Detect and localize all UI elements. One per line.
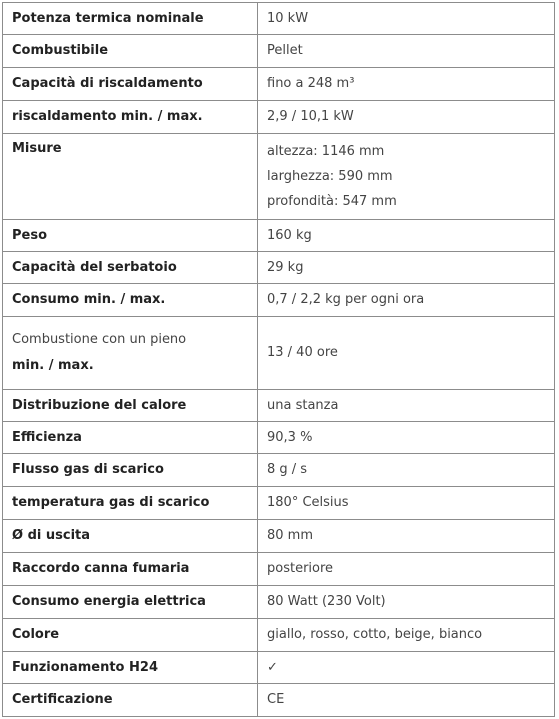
row-value: 160 kg xyxy=(258,220,555,252)
row-value: posteriore xyxy=(258,553,555,586)
table-row xyxy=(3,684,555,717)
row-value: 10 kW xyxy=(258,3,555,35)
dimension-width: larghezza: 590 mm xyxy=(267,169,393,184)
row-value: fino a 248 m³ xyxy=(258,68,555,101)
dimension-height: altezza: 1146 mm xyxy=(267,144,385,159)
row-label: Capacità del serbatoio xyxy=(3,252,258,284)
row-value: 13 / 40 ore xyxy=(258,317,555,390)
row-label: Potenza termica nominale xyxy=(3,3,258,35)
table-row xyxy=(3,252,555,284)
table-row xyxy=(3,390,555,422)
row-label: Peso xyxy=(3,220,258,252)
dimension-depth: profondità: 547 mm xyxy=(267,194,397,209)
row-value: una stanza xyxy=(258,390,555,422)
row-label: Colore xyxy=(3,619,258,652)
row-label: Distribuzione del calore xyxy=(3,390,258,422)
row-label-line1: Combustione con un pieno xyxy=(12,332,187,347)
row-label: Consumo energia elettrica xyxy=(3,586,258,619)
table-row xyxy=(3,454,555,487)
table-row xyxy=(3,68,555,101)
row-label-line2: min. / max. xyxy=(12,358,94,373)
row-value: Pellet xyxy=(258,35,555,68)
checkmark-icon: ✓ xyxy=(258,652,555,684)
table-row xyxy=(3,487,555,520)
row-label xyxy=(3,317,258,390)
row-value: giallo, rosso, cotto, beige, bianco xyxy=(258,619,555,652)
row-value: 80 mm xyxy=(258,520,555,553)
row-label: Efficienza xyxy=(3,422,258,454)
table-row xyxy=(3,134,555,220)
row-value: 0,7 / 2,2 kg per ogni ora xyxy=(258,284,555,317)
table-row xyxy=(3,553,555,586)
specifications-table xyxy=(2,2,555,717)
table-row xyxy=(3,520,555,553)
row-value: 90,3 % xyxy=(258,422,555,454)
row-label: Capacità di riscaldamento xyxy=(3,68,258,101)
row-label: Ø di uscita xyxy=(3,520,258,553)
row-value: 180° Celsius xyxy=(258,487,555,520)
row-label: riscaldamento min. / max. xyxy=(3,101,258,134)
table-row xyxy=(3,652,555,684)
row-label: temperatura gas di scarico xyxy=(3,487,258,520)
row-label: Combustibile xyxy=(3,35,258,68)
row-value: 2,9 / 10,1 kW xyxy=(258,101,555,134)
table-row xyxy=(3,220,555,252)
row-value xyxy=(258,134,555,220)
row-value: 80 Watt (230 Volt) xyxy=(258,586,555,619)
row-label: Consumo min. / max. xyxy=(3,284,258,317)
row-label: Flusso gas di scarico xyxy=(3,454,258,487)
row-value: CE xyxy=(258,684,555,717)
row-label: Raccordo canna fumaria xyxy=(3,553,258,586)
row-value: 29 kg xyxy=(258,252,555,284)
table-row xyxy=(3,101,555,134)
row-label: Funzionamento H24 xyxy=(3,652,258,684)
row-value: 8 g / s xyxy=(258,454,555,487)
table-row xyxy=(3,284,555,317)
table-row xyxy=(3,317,555,390)
table-row xyxy=(3,586,555,619)
table-row xyxy=(3,619,555,652)
table-row xyxy=(3,422,555,454)
table-row xyxy=(3,3,555,35)
row-label: Misure xyxy=(3,134,258,220)
table-row xyxy=(3,35,555,68)
row-label: Certificazione xyxy=(3,684,258,717)
